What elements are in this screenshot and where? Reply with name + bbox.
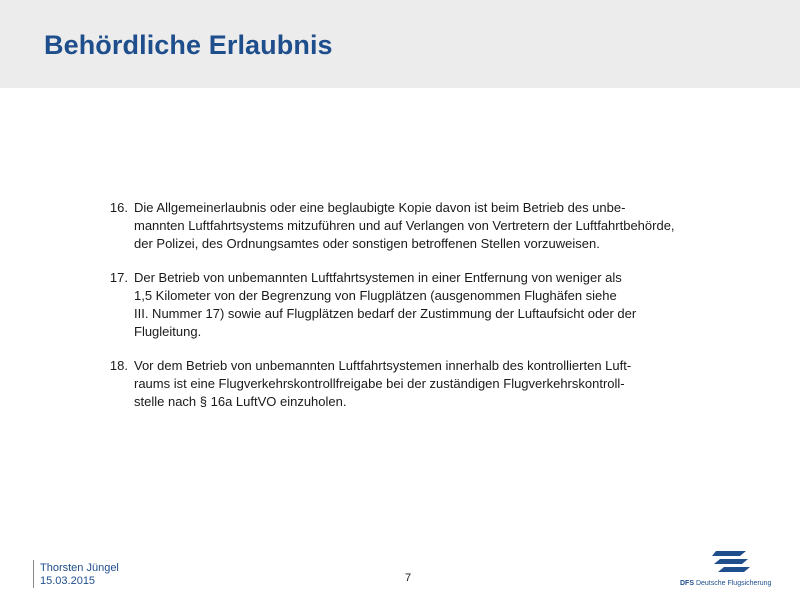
- logo-name: Deutsche Flugsicherung: [695, 580, 772, 587]
- dfs-logo: [680, 548, 792, 592]
- text-line: mannten Luftfahrtsystems mitzuführen und auf Verlangen von Vertretern der Luftfahrtbehörde,: [134, 218, 675, 233]
- footer-date: 15.03.2015: [40, 575, 96, 587]
- item-text: [134, 357, 738, 411]
- logo-wordmark: [680, 579, 792, 588]
- dfs-logo-icon: [712, 548, 750, 574]
- page-number: 7: [404, 572, 412, 584]
- text-line: Flugleitung.: [134, 324, 202, 339]
- text-line: III. Nummer 17) sowie auf Flugplätzen bedarf der Zustimmung der Luftaufsicht oder der: [134, 306, 637, 321]
- item-number: 17.: [109, 270, 128, 285]
- text-line: raums ist eine Flugverkehrskontrollfreigabe bei der zuständigen Flugverkehrskontroll-: [134, 376, 625, 391]
- text-line: Vor dem Betrieb von unbemannten Luftfahrtsystemen innerhalb des kontrollierten Luft-: [134, 358, 632, 373]
- text-line: der Polizei, des Ordnungsamtes oder sonstigen betroffenen Stellen vorzuweisen.: [134, 236, 600, 251]
- footer-author: Thorsten Jüngel: [40, 562, 119, 574]
- numbered-list: [98, 199, 738, 411]
- text-line: Der Betrieb von unbemannten Luftfahrtsystemen in einer Entfernung von weniger als: [134, 270, 622, 285]
- slide-title: Behördliche Erlaubnis: [44, 30, 333, 60]
- text-line: 1,5 Kilometer von der Begrenzung von Flugplätzen (ausgenommen Flughäfen siehe: [134, 288, 617, 303]
- item-text: [134, 199, 738, 253]
- logo-abbr: DFS: [680, 580, 694, 587]
- item-number: 16.: [109, 200, 128, 215]
- list-item-17: [98, 269, 738, 341]
- text-line: stelle nach § 16a LuftVO einzuholen.: [134, 394, 347, 409]
- item-text: [134, 269, 738, 341]
- item-number: 18.: [109, 358, 128, 373]
- text-line: Die Allgemeinerlaubnis oder eine beglaubigte Kopie davon ist beim Betrieb des unbe-: [134, 200, 626, 215]
- list-item-16: [98, 199, 738, 253]
- list-item-18: [98, 357, 738, 411]
- footer-divider: [33, 560, 34, 588]
